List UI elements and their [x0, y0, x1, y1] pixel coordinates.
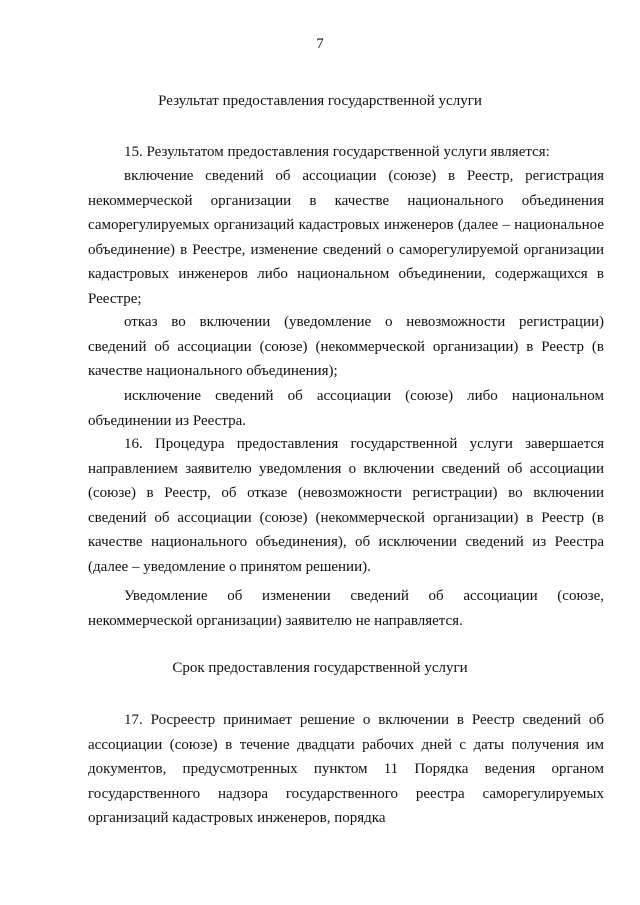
paragraph-notification: Уведомление об изменении сведений об ассоциации (союзе, некоммерческой организации) заявителю не направляется. — [88, 588, 604, 629]
paragraph-exclusion: исключение сведений об ассоциации (союзе) либо национальном объединении из Реестра. — [88, 388, 604, 429]
paragraph-15-intro: 15. Результатом предоставления государственной услуги является: — [124, 144, 550, 160]
paragraph-16: 16. Процедура предоставления государственной услуги завершается направлением заявителю уведомления о включении сведений об ассоциации (союзе) в Реестр, об отказе (невозможности регистрации) во включении сведений об ассоциации (союзе) (некоммерческой организации) в Реестр (в качестве национального объединения), об исключении сведений из Реестра (далее – уведомление о принятом решении). — [88, 436, 604, 575]
section-heading-result: Результат предоставления государственной услуги — [158, 93, 482, 109]
paragraph-refusal: отказ во включении (уведомление о невозможности регистрации) сведений об ассоциации (союзе) (некоммерческой организации) в Реестр (в качестве национального объединения); — [88, 314, 604, 379]
paragraph-inclusion: включение сведений об ассоциации (союзе) в Реестр, регистрация некоммерческой организации в качестве национального объединения саморегулируемых организаций кадастровых инженеров (далее – национальное объединение) в Реестре, изменение сведений о саморегулируемой организации кадастровых инженеров либо национальном объединении, содержащихся в Реестре; — [88, 168, 604, 307]
page-number: 7 — [316, 36, 324, 52]
section-heading-term: Срок предоставления государственной услуги — [172, 660, 468, 676]
paragraph-17: 17. Росреестр принимает решение о включении в Реестр сведений об ассоциации (союзе) в течение двадцати рабочих дней с даты получения им документов, предусмотренных пунктом 11 Порядка ведения органом государственного надзора государственного реестра саморегулируемых организаций кадастровых инженеров, порядка — [88, 712, 604, 826]
